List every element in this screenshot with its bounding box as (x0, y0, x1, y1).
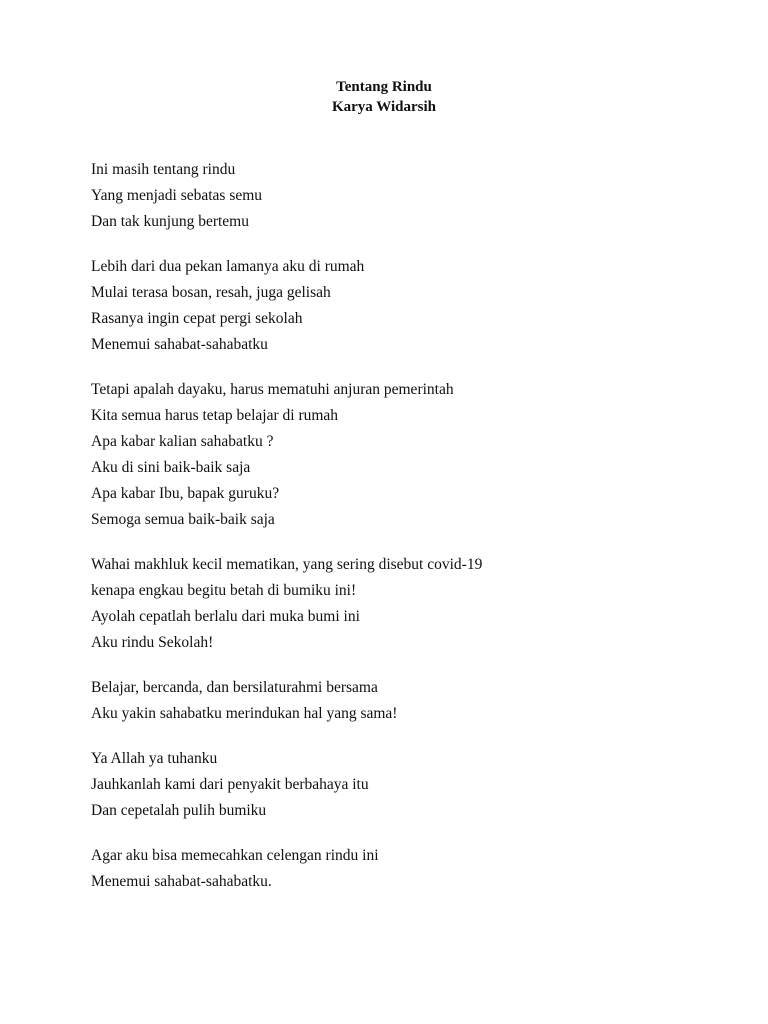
poem-line: Ini masih tentang rindu (91, 161, 236, 178)
poem-line: Dan tak kunjung bertemu (91, 213, 249, 230)
stanza-2 (91, 254, 711, 358)
poem-line: Ayolah cepatlah berlalu dari muka bumi ini (91, 608, 360, 625)
poem-line: Aku yakin sahabatku merindukan hal yang sama! (91, 705, 398, 722)
poem-line: Apa kabar kalian sahabatku ? (91, 433, 274, 450)
poem-line: Wahai makhluk kecil mematikan, yang sering disebut covid-19 (91, 556, 483, 573)
poem-line: Rasanya ingin cepat pergi sekolah (91, 310, 303, 327)
poem-line: Dan cepetalah pulih bumiku (91, 802, 267, 819)
stanza-7 (91, 843, 711, 895)
poem-line: Yang menjadi sebatas semu (91, 187, 263, 204)
poem-line: Kita semua harus tetap belajar di rumah (91, 407, 339, 424)
poem-line: Ya Allah ya tuhanku (91, 750, 218, 767)
stanza-4 (91, 552, 711, 656)
stanza-1 (91, 157, 711, 235)
title-block (0, 77, 768, 117)
poem-line: Agar aku bisa memecahkan celengan rindu ini (91, 847, 379, 864)
poem-line: Mulai terasa bosan, resah, juga gelisah (91, 284, 331, 301)
stanza-6 (91, 746, 711, 824)
poem-line: Menemui sahabat-sahabatku (91, 336, 268, 353)
poem-line: Jauhkanlah kami dari penyakit berbahaya itu (91, 776, 369, 793)
poem-line: Aku rindu Sekolah! (91, 634, 214, 651)
poem-line: kenapa engkau begitu betah di bumiku ini! (91, 582, 357, 599)
poem-line: Menemui sahabat-sahabatku. (91, 873, 272, 890)
poem-line: Semoga semua baik-baik saja (91, 511, 275, 528)
stanza-5 (91, 675, 711, 727)
poem-line: Apa kabar Ibu, bapak guruku? (91, 485, 280, 502)
poem-title: Tentang Rindu (336, 79, 432, 95)
stanza-3 (91, 377, 711, 533)
poem-body (91, 157, 711, 914)
poem-author: Karya Widarsih (331, 99, 437, 115)
poem-line: Aku di sini baik-baik saja (91, 459, 251, 476)
poem-line: Belajar, bercanda, dan bersilaturahmi bersama (91, 679, 378, 696)
poem-line: Tetapi apalah dayaku, harus mematuhi anjuran pemerintah (91, 381, 454, 398)
poem-line: Lebih dari dua pekan lamanya aku di rumah (91, 258, 365, 275)
